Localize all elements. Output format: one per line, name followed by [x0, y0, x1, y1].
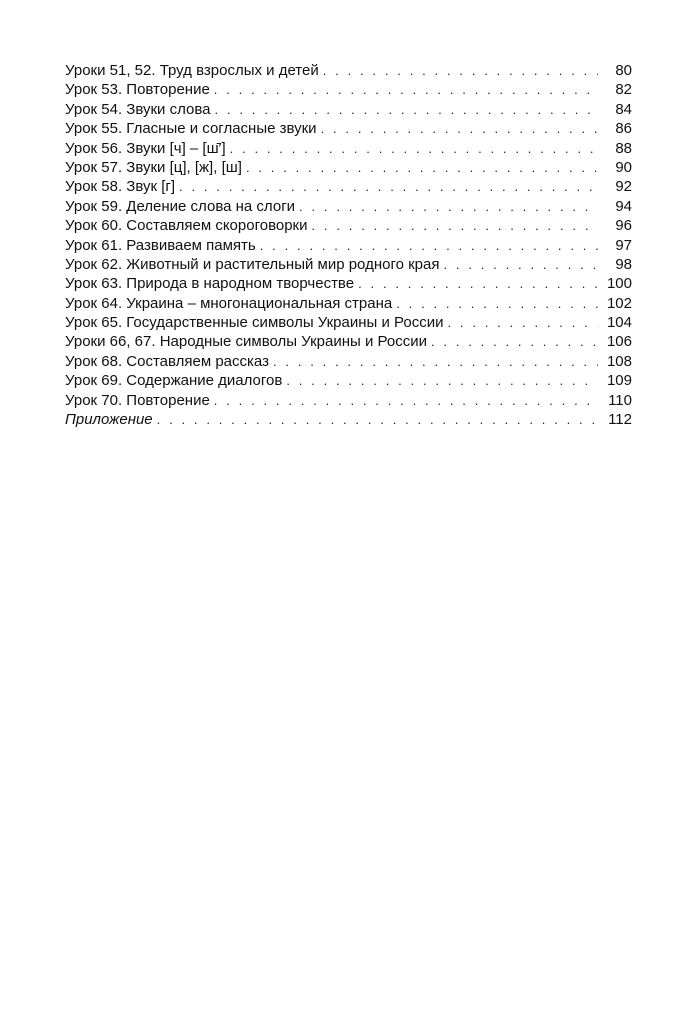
toc-page-number: 106 — [606, 333, 632, 351]
toc-entry[interactable] — [65, 274, 632, 293]
toc-dot-leader — [230, 139, 598, 158]
toc-dot-leader — [286, 371, 598, 390]
toc-entry[interactable] — [65, 61, 632, 80]
toc-dot-leader — [179, 177, 598, 196]
toc-entry-title: Урок 64. Украина – многонациональная страна — [65, 294, 393, 312]
toc-entry[interactable] — [65, 158, 632, 177]
toc-dot-leader — [358, 274, 598, 293]
toc-page-number: 92 — [615, 178, 632, 196]
toc-entry[interactable] — [65, 100, 632, 119]
toc-entry-title: Урок 69. Содержание диалогов — [65, 372, 283, 390]
toc-entry-title: Урок 70. Повторение — [65, 391, 210, 409]
toc-entry[interactable] — [65, 294, 632, 313]
toc-entry[interactable] — [65, 371, 632, 390]
toc-page-number: 104 — [606, 314, 632, 332]
toc-entry-title: Урок 59. Деление слова на слоги — [65, 197, 296, 215]
toc-entry-title: Урок 62. Животный и растительный мир родного края — [65, 255, 440, 273]
toc-entry-title: Уроки 51, 52. Труд взрослых и детей — [65, 62, 319, 79]
toc-entry[interactable] — [65, 313, 632, 332]
toc-page-number: 88 — [615, 139, 632, 157]
toc-dot-leader — [396, 294, 598, 313]
toc-dot-leader — [157, 410, 598, 429]
toc-dot-leader — [443, 255, 598, 274]
toc-entry-title: Урок 63. Природа в народном творчестве — [65, 275, 355, 293]
toc-page-number: 94 — [615, 197, 632, 215]
toc-entry[interactable] — [65, 391, 632, 410]
toc-page-number: 90 — [615, 158, 632, 176]
table-of-contents — [65, 61, 632, 429]
toc-dot-leader — [447, 313, 598, 332]
toc-entry[interactable] — [65, 236, 632, 255]
toc-entry[interactable] — [65, 119, 632, 138]
toc-page-number: 96 — [615, 217, 632, 235]
toc-entry-appendix[interactable] — [65, 410, 632, 429]
toc-entry-title: Урок 61. Развиваем память — [65, 236, 256, 254]
toc-page-number: 84 — [615, 100, 632, 118]
toc-entry[interactable] — [65, 332, 632, 351]
toc-entry-title: Урок 58. Звук [г] — [65, 178, 176, 196]
toc-dot-leader — [431, 332, 598, 351]
toc-entry-title: Приложение — [65, 411, 153, 429]
toc-page-number: 97 — [615, 236, 632, 254]
toc-entry[interactable] — [65, 255, 632, 274]
toc-page-number: 110 — [608, 391, 632, 409]
toc-page-number: 82 — [615, 81, 632, 99]
toc-entry[interactable] — [65, 80, 632, 99]
toc-entry[interactable] — [65, 352, 632, 371]
toc-entry-title: Урок 68. Составляем рассказ — [65, 352, 269, 370]
toc-dot-leader — [312, 216, 599, 235]
toc-page-number: 102 — [606, 294, 632, 312]
toc-dot-leader — [215, 100, 598, 119]
toc-entry-title: Урок 60. Составляем скороговорки — [65, 217, 308, 235]
toc-page-number: 112 — [608, 411, 632, 429]
toc-entry[interactable] — [65, 177, 632, 196]
toc-dot-leader — [273, 352, 598, 371]
toc-dot-leader — [214, 80, 598, 99]
toc-page-number: 109 — [606, 372, 632, 390]
toc-entry-title: Урок 55. Гласные и согласные звуки — [65, 120, 317, 138]
toc-page-number: 80 — [615, 62, 632, 79]
toc-entry-title: Урок 57. Звуки [ц], [ж], [ш] — [65, 158, 242, 176]
toc-entry-title: Урок 54. Звуки слова — [65, 100, 211, 118]
toc-dot-leader — [321, 119, 598, 138]
toc-page-number: 86 — [615, 120, 632, 138]
toc-dot-leader — [299, 197, 598, 216]
toc-entry-title: Урок 65. Государственные символы Украины и России — [65, 314, 444, 332]
toc-dot-leader — [323, 61, 598, 80]
toc-entry[interactable] — [65, 197, 632, 216]
toc-dot-leader — [214, 391, 598, 410]
toc-entry-title: Урок 56. Звуки [ч] – [ш̄′] — [65, 139, 226, 157]
toc-page-number: 100 — [606, 275, 632, 293]
toc-entry[interactable] — [65, 139, 632, 158]
toc-dot-leader — [246, 158, 598, 177]
toc-entry-title: Урок 53. Повторение — [65, 81, 210, 99]
toc-dot-leader — [260, 236, 598, 255]
toc-entry[interactable] — [65, 216, 632, 235]
toc-page-number: 108 — [606, 352, 632, 370]
toc-entry-title: Уроки 66, 67. Народные символы Украины и России — [65, 333, 427, 351]
toc-page-number: 98 — [615, 255, 632, 273]
